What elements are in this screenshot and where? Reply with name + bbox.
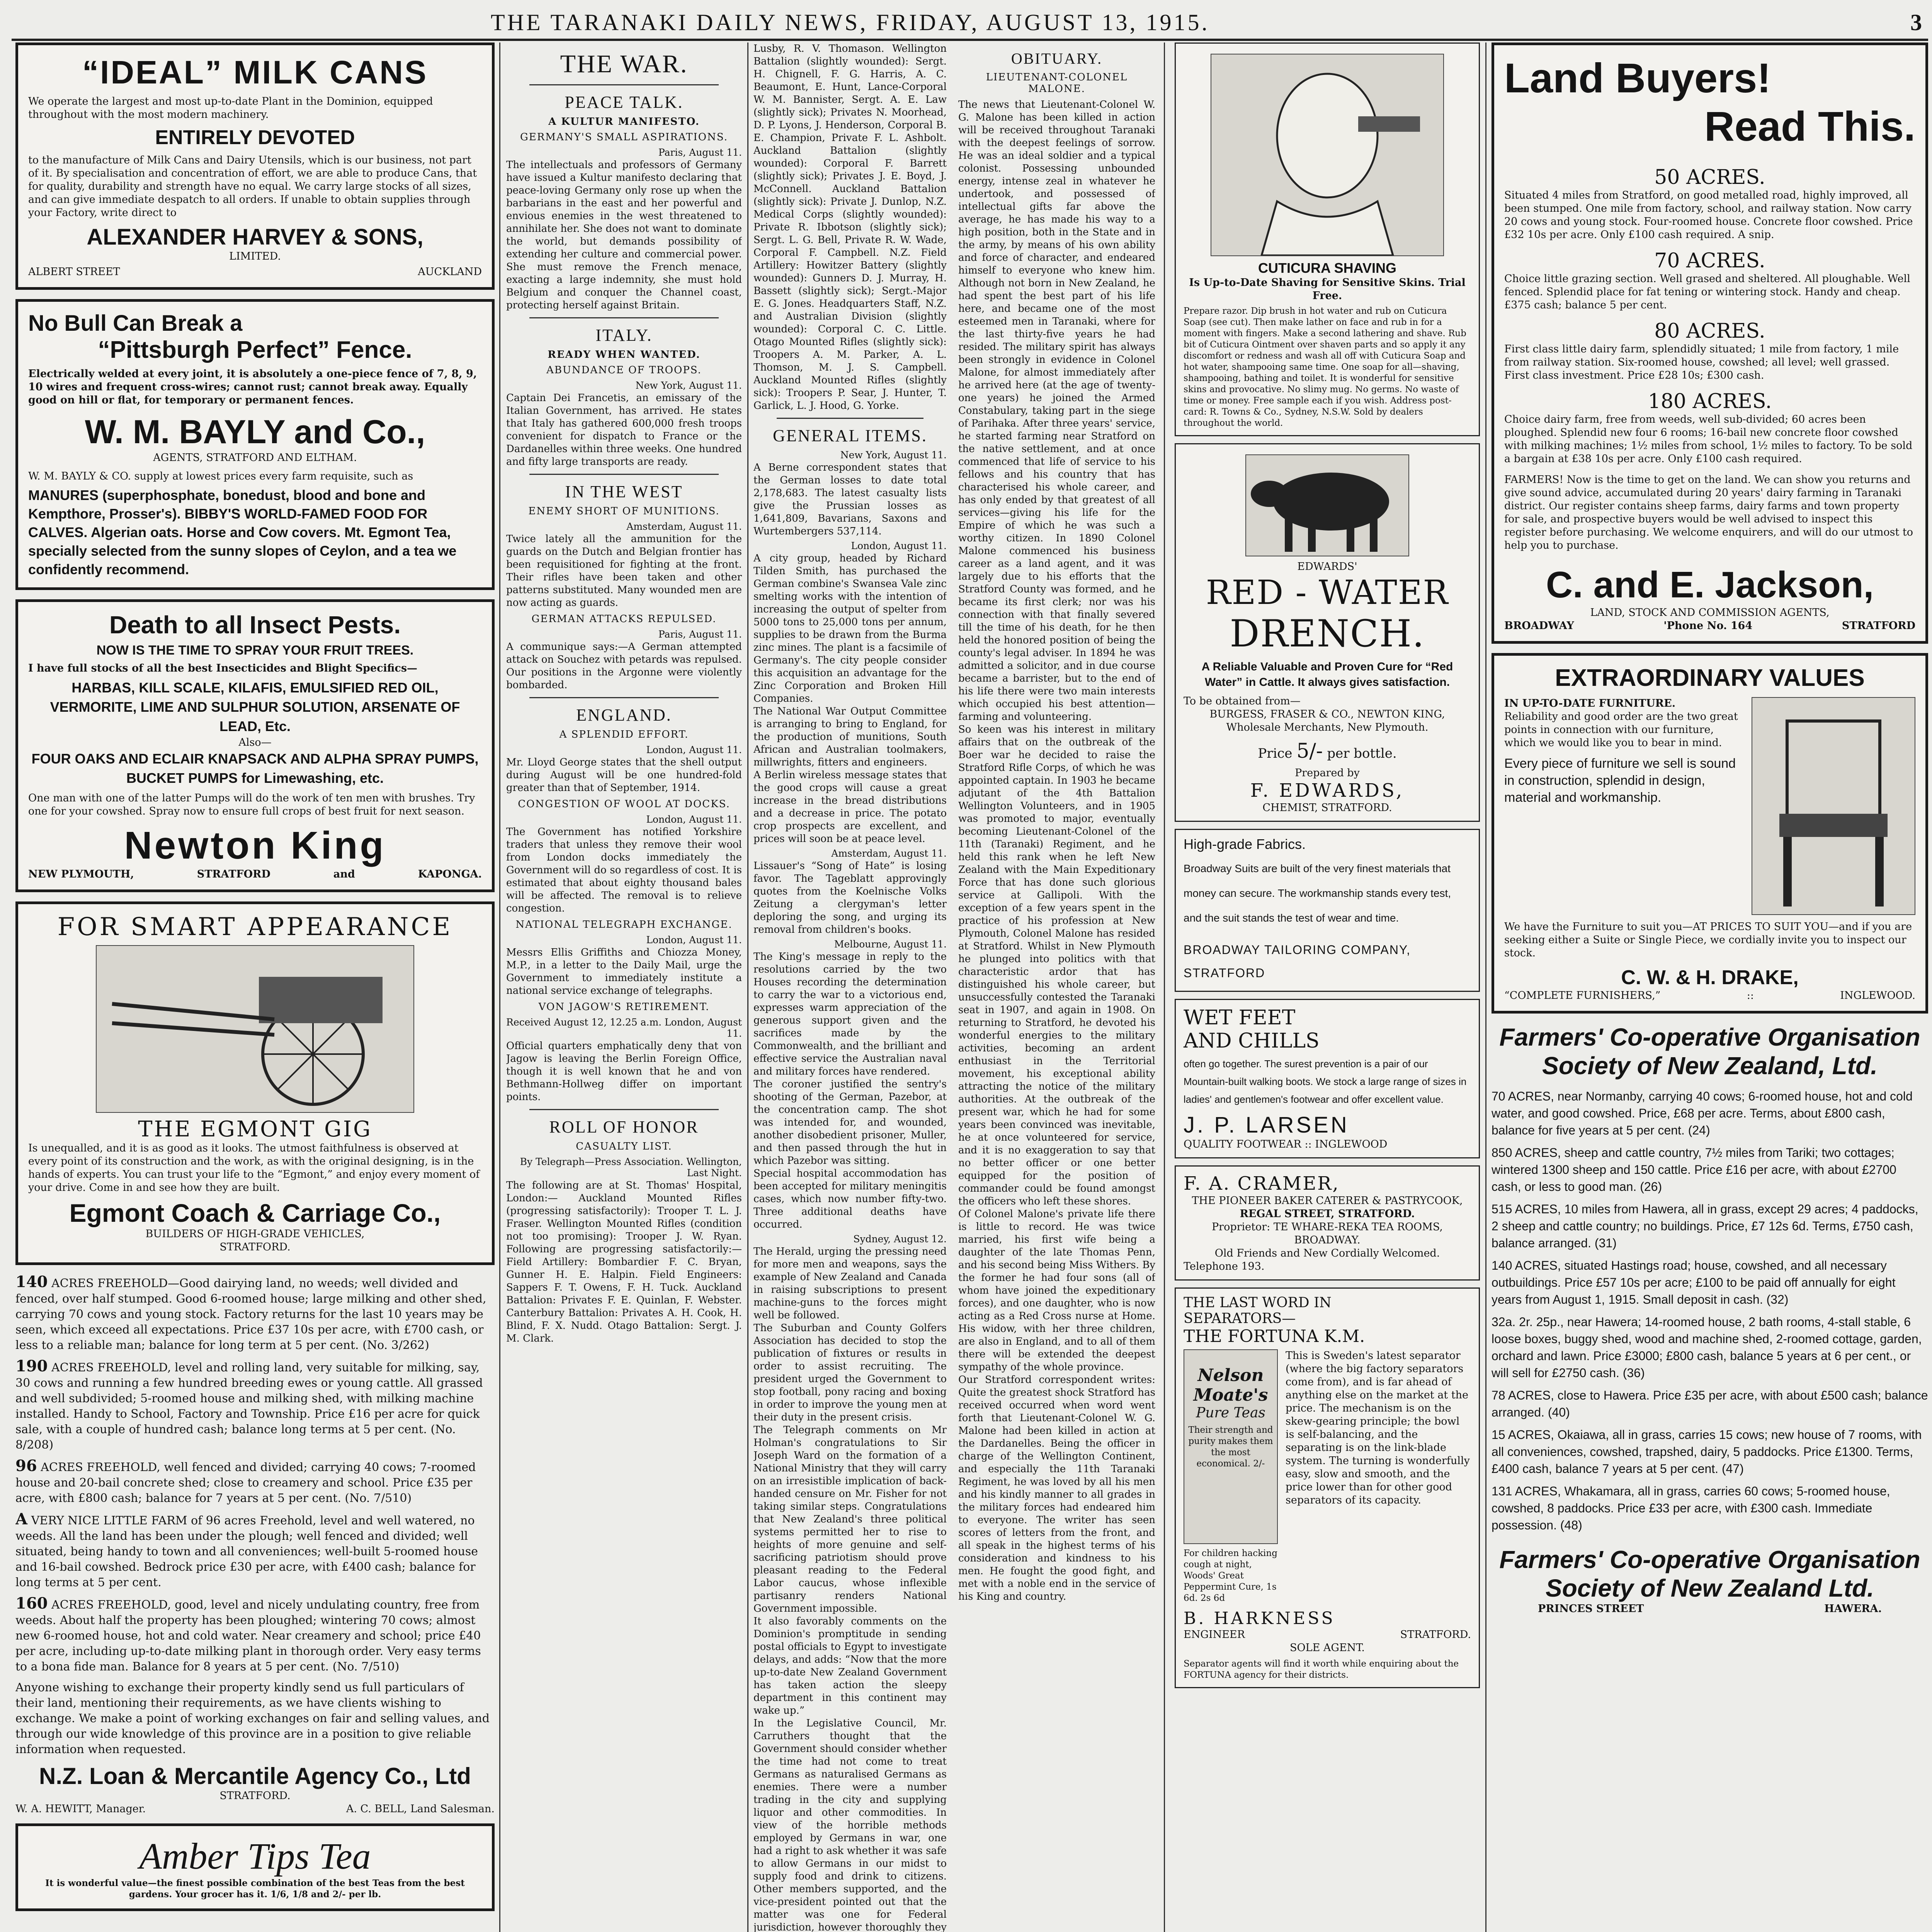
drake-firm: C. W. & H. DRAKE, bbox=[1621, 966, 1799, 989]
farm-acres: A bbox=[15, 1510, 28, 1528]
fence-title-1: No Bull Can Break a bbox=[28, 311, 243, 336]
cramer-street: REGAL STREET, STRATFORD. bbox=[1240, 1208, 1415, 1220]
nelson-tag: Their strength and purity makes them the most economical. 2/- bbox=[1188, 1425, 1273, 1469]
coop-ref: (48) bbox=[1560, 1518, 1582, 1532]
separator-ad bbox=[1175, 1287, 1480, 1688]
story-text: A city group, headed by Richard Tilden Smith, has purchased the German combine's Swansea Vale zinc smelting works with the intention of increasing the output of spelter from 5000 tons to 25,000 tons per annum, supplies to be drawn from the Burma zinc mines. The plant is a facsimile of Germany's. The city people consider this acquisition an advantage for the Zinc Corporation and Broken Hill Companies. bbox=[753, 553, 947, 704]
insect-also: Also— bbox=[238, 736, 272, 748]
column-rule bbox=[1164, 43, 1165, 1932]
coop-ref: (26) bbox=[1640, 1180, 1662, 1194]
wool-sub: CONGESTION OF WOOL AT DOCKS. bbox=[518, 798, 730, 810]
abundance-sub: ABUNDANCE OF TROOPS. bbox=[546, 364, 702, 376]
page-number: 3 bbox=[1910, 10, 1924, 35]
gig-name: THE EGMONT GIG bbox=[138, 1117, 372, 1142]
drake-city: INGLEWOOD. bbox=[1840, 990, 1915, 1002]
milk-cans-ad bbox=[15, 43, 495, 290]
germanys-sub: GERMANY'S SMALL ASPIRATIONS. bbox=[520, 131, 728, 143]
cattle-illustration bbox=[1245, 454, 1409, 556]
kultur-sub: A KULTUR MANIFESTO. bbox=[548, 116, 700, 128]
gig-body: Is unequalled, and it is as good as it looks. The utmost faithfulness is observed at every point of its construction and the work, as with the original designing, is in the hands of experts. You can trust your life to the “Egmont,” and enjoy every moment of your drive. Come in and see how they are built. bbox=[28, 1142, 480, 1194]
town-4: KAPONGA. bbox=[418, 868, 482, 880]
fence-body: Electrically welded at every joint, it is absolutely a one-piece fence of 7, 8, 9, 10 wires and frequent cross-wires; cannot rust; cannot break away. Equally good on hill or flat, for temporary or permanent fences. bbox=[28, 368, 477, 406]
obituary-text: The news that Lieutenant-Colonel W. G. Malone has been killed in action will be received throughout Taranaki with the deepest feelings of sorrow. He was an ideal soldier and a typical colonist. Possessing unbounded energy, intense zeal in whatever he undertook, and possessed of intellectual gifts far above the average, he has made his way to a high position, both in the State and in the army, by means of his own ability and force of character, and endeared himself to everyone who knew him. Although not born in New Zealand, he had spent the best part of his life here, and became one of the most esteemed men in Taranaki, where for the last thirty-five years he had resided. The military spirit has always been strongly in evidence in Colonel Malone, for almost immediately after he arrived here (at the age of twenty-one years) he joined the Armed Constabulary, taking part in the siege of Parihaka. After three years' service, he started farming near Stratford on the native settlement, and at once commenced that life of service to his fellows and his country that has characterised his whole career, and has only ended by that greatest of all services—giving his life for the Empire of which he was such a worthy citizen. In 1890 Colonel Malone commenced his business career as a land agent, and it was largely due to his efforts that the Stratford County was formed, and he became its first clerk; nor was his connection with that finally severed till the time of his death, for he then held the honored position of being the county's legal adviser. In 1894 he was admitted a solicitor, and in due course became a barrister, but to the end of his life there were two main interests which occupied his best attention—farming and volunteering. bbox=[958, 99, 1155, 723]
masthead bbox=[12, 8, 1928, 41]
sep-city: STRATFORD. bbox=[1400, 1629, 1471, 1641]
wet-feet-title-1: WET FEET bbox=[1184, 1006, 1296, 1029]
farm-desc: VERY NICE LITTLE FARM of 96 acres Freehold, level and well watered, no weeds. All the land has been under the plough; well fenced and divided; well situated, being handy to town and all conveniences; well-built 5-roomed house and 16-bail cowshed. Bedrock price £30 per acre, with £400 cash; balance for long terms at 5 per cent. bbox=[15, 1514, 478, 1589]
column-4 bbox=[1175, 43, 1480, 1932]
england-heading: ENGLAND. bbox=[576, 706, 672, 724]
nz-loan-firm: N.Z. Loan & Mercantile Agency Co., Ltd bbox=[39, 1763, 471, 1789]
jackson-phone: 'Phone No. 164 bbox=[1663, 620, 1753, 632]
coop-street: PRINCES STREET bbox=[1538, 1603, 1644, 1615]
land-180-heading: 180 ACRES. bbox=[1648, 390, 1772, 413]
land-note: FARMERS! Now is the time to get on the land. We can show you returns and give sound advice, accumulated during 20 years' dairy farming in Taranaki district. Our register contains sheep farms, dairy farms and town property for sale, and prospective buyers would be well advised to inspect this register before purchasing. We welcome enquirers, and will do our utmost to help you to purchase. bbox=[1504, 474, 1913, 551]
land-80-body: First class little dairy farm, splendidly situated; 1 mile from factory, 1 mile from railway station. Six-roomed house, cowshed; all level; well grassed. First class investment. Price £28 10s; £300 cash. bbox=[1504, 343, 1899, 381]
drench-price: 5/- bbox=[1296, 740, 1323, 763]
farm-acres: 140 bbox=[15, 1273, 48, 1291]
obituary-sub: LIEUTENANT-COLONEL MALONE. bbox=[986, 71, 1128, 95]
jagow-sub: VON JAGOW'S RETIREMENT. bbox=[538, 1001, 710, 1013]
insect-note: I have full stocks of all the best Insecticides and Blight Specifics— bbox=[28, 662, 418, 674]
story-text: The King's message in reply to the resolutions carried by the two Houses recording the determination to carry the war to a victorious end, expresses warm appreciation of the generous support given and the sacrifices made by the Commonwealth, and the brilliant and effective service the Australian naval and military forces have rendered. bbox=[753, 951, 947, 1077]
drench-ad bbox=[1175, 443, 1480, 822]
land-80-heading: 80 ACRES. bbox=[1654, 320, 1765, 343]
coop-ref: (31) bbox=[1594, 1236, 1617, 1250]
coop-footer-2: Society of New Zealand Ltd. bbox=[1546, 1574, 1874, 1602]
fabrics-firm: BROADWAY TAILORING COMPANY, STRATFORD bbox=[1184, 943, 1411, 980]
column-5 bbox=[1492, 43, 1928, 1932]
fence-firm: W. M. BAYLY and Co., bbox=[85, 413, 425, 451]
sep-body: This is Sweden's latest separator (where the big factory separators come from), and is far ahead of anything else on the market at the price. The mechanism is on the skew-gearing principle; the bowl is self-balancing, and the separating is on the link-blade system. The turning is wonderfully easy, slow and smooth, and the price lower than for other good separators of its capacity. bbox=[1286, 1350, 1470, 1506]
story-text: Twice lately all the ammunition for the guards on the Dutch and Belgian frontier has been requisitioned for fighting at the front. Their rifles have been taken and other patterns substituted. Many wounded men are now acting as guards. bbox=[506, 533, 742, 609]
farm-desc: ACRES FREEHOLD, well fenced and divided; carrying 40 cows; 7-roomed house and 20-bail concrete shed; close to creamery and school. Price £35 per acre, with £800 cash; balance for 7 years at 5 per cent. (No. 7/510) bbox=[15, 1461, 476, 1505]
column-3b bbox=[958, 43, 1155, 1932]
nz-loan-manager: W. A. HEWITT, Manager. bbox=[15, 1803, 146, 1815]
story-text: The intellectuals and professors of Germany have issued a Kultur manifesto declaring that peace-loving Germany only rose up when the barbarians in the east and her powerful and envious enemies in the west threatened to annihilate her. She does not want to dominate the world, but demands possibility of extending her culture and commercial power. She must remove the French menace, exacting a large indemnity, she must hold Belgium and conquer the Channel coast, protecting herself against Britain. bbox=[506, 159, 742, 311]
insect-title: Death to all Insect Pests. bbox=[109, 611, 401, 639]
sep-title-2: SEPARATORS— bbox=[1184, 1311, 1296, 1327]
town-3: and bbox=[333, 868, 355, 880]
gig-builders: BUILDERS OF HIGH-GRADE VEHICLES, bbox=[145, 1228, 365, 1240]
column-1 bbox=[15, 43, 495, 1932]
drench-desc: A Reliable Valuable and Proven Cure for “Red Water” in Cattle. It always gives satisfaction. bbox=[1201, 660, 1453, 689]
fence-ad bbox=[15, 299, 495, 590]
milk-limited: LIMITED. bbox=[229, 250, 281, 262]
jackson-street: BROADWAY bbox=[1504, 620, 1574, 632]
nz-loan-salesman: A. C. BELL, Land Salesman. bbox=[346, 1803, 495, 1815]
cramer-old: Old Friends and New Cordially Welcomed. bbox=[1214, 1247, 1440, 1259]
shaving-illustration bbox=[1211, 54, 1444, 256]
enemy-sub: ENEMY SHORT OF MUNITIONS. bbox=[528, 505, 720, 517]
story-text: A communique says:—A German attempted attack on Souchez with petards was repulsed. Our positions in the Argonne were violently bombarded. bbox=[506, 641, 742, 691]
story-text: A Berlin wireless message states that the good crops will cause a great increase in the bread distributions and a decrease in price. The potato crop prospects are excellent, and prices will soon be at peace level. bbox=[753, 769, 947, 845]
gig-title: FOR SMART APPEARANCE bbox=[57, 913, 453, 941]
telegraph-sub: NATIONAL TELEGRAPH EXCHANGE. bbox=[515, 919, 733, 930]
drench-obtained: To be obtained from— bbox=[1184, 695, 1301, 707]
general-heading: GENERAL ITEMS. bbox=[773, 426, 927, 445]
coop-farm: 15 ACRES, Okaiawa, all in grass, carries 15 cows; new house of 7 rooms, with all conveniences, cowshed, trapshed, dairy, 5 paddocks. Price £1300. Terms, £400 cash, balance 7 years at 5 per cent. bbox=[1492, 1428, 1922, 1476]
land-title-1: Land Buyers! bbox=[1504, 54, 1771, 101]
dateline: Paris, August 11. bbox=[658, 147, 742, 158]
column-2 bbox=[506, 43, 742, 1932]
casualty-list: Lusby, R. V. Thomason. Wellington Battalion (slightly wounded): Sergt. H. Chignell, F. G. Harris, A. C. Beaumont, E. Hunt, Lance-Corporal W. M. Bannister, Sergt. A. E. Law (slightly sick); Privates N. Moorhead, D. P. Lyons, J. Henderson, Corporal B. E. Champion, Private F. L. Ashbolt. Auckland Battalion (slightly wounded): Corporal F. Barrett (slightly sick); Privates J. E. Boyd, J. McConnell. Auckland Battalion (slightly sick): Private J. Dunlop, N.Z. Medical Corps (slightly wounded): Private R. Ibbotson (slightly sick); Sergt. L. G. Bell, Private R. W. Wade, Corporal F. Campbell. N.Z. Field Artillery: Howitzer Battery (slightly wounded): Gunners D. J. Murray, H. Bassett (slightly sick); Sergt.-Major E. G. Jones. Headquarters Staff, N.Z. and Australian Division (slightly wounded): Corporal C. C. Little. Otago Mounted Rifles (slightly sick): Troopers A. M. Parker, A. L. Thomson, M. J. S. Campbell. Auckland Mounted Rifles (slightly sick): Troopers P. Sear, J. Hunter, T. Garlick, L. J. Hood, G. Yorke. bbox=[753, 43, 947, 412]
story-text: Official quarters emphatically deny that von Jagow is leaving the Berlin Foreign Office, though it is well known that he and von Bethmann-Hollweg differ on important points. bbox=[506, 1040, 742, 1103]
coop-ref: (36) bbox=[1622, 1366, 1645, 1380]
land-180-body: Choice dairy farm, free from weeds, well sub-divided; 60 acres been ploughed. Splendid new four 6 rooms; 16-bail new concrete floor cowshed with milking machines; 1½ miles from school, 1½ miles to factory. To be sold a bargain at £38 10s per acre. Only £100 cash required. bbox=[1504, 413, 1913, 465]
coop-farm: 140 ACRES, situated Hastings road; house, cowshed, and all necessary outbuildings. Price £57 10s per acre; £100 to be paid off annually for eight years from August 1, 1915. Small deposit in cash. bbox=[1492, 1259, 1896, 1306]
gig-city: STRATFORD. bbox=[219, 1241, 291, 1253]
story-text: Lissauer's “Song of Hate” is losing favor. The Tageblatt approvingly quotes from the Koelnische Volks Zeitung a clergyman's letter deploring the song, and urging its removal from children's books. bbox=[753, 860, 947, 935]
farm-desc: ACRES FREEHOLD, good, level and nicely undulating country, free from weeds. About half the property has been ploughed; wintering 70 cows; almost new 6-roomed house, hot and cold water. Near creamery and school; price £40 per acre, including up-to-date milking plant in thorough order. Very easy terms to a bona fide man. Balance for 8 years at 5 per cent. (No. 7/510) bbox=[15, 1598, 481, 1673]
milk-city: AUCKLAND bbox=[418, 266, 482, 278]
fence-title-2: “Pittsburgh Perfect” Fence. bbox=[98, 337, 412, 363]
jackson-city: STRATFORD bbox=[1842, 620, 1915, 632]
drench-per: per bottle. bbox=[1327, 746, 1397, 761]
peace-heading: PEACE TALK. bbox=[565, 93, 684, 112]
drake-body-2: Every piece of furniture we sell is sound in construction, splendid in design, material and workmanship. bbox=[1504, 756, 1736, 805]
coop-farm: 32a. 2r. 25p., near Hawera; 14-roomed house, 2 bath rooms, 4-stall stable, 6 loose boxes, buggy shed, wood and machine shed, 2-roomed cottage, garden, orchard and lawn. Price £3000; £800 cash, balance 5 years at 6 per cent., or will sell for £2750 cash. bbox=[1492, 1315, 1922, 1380]
milk-street: ALBERT STREET bbox=[28, 266, 120, 278]
land-buyers-ad bbox=[1492, 43, 1928, 644]
sep-firm: B. HARKNESS bbox=[1184, 1609, 1335, 1628]
coop-ref: (40) bbox=[1548, 1405, 1570, 1419]
gig-illustration bbox=[96, 945, 414, 1113]
coop-ref: (24) bbox=[1688, 1123, 1710, 1137]
drake-body-1: Reliability and good order are the two great points in connection with our furniture, which we would like you to bear in mind. bbox=[1504, 711, 1738, 749]
chair-illustration bbox=[1752, 697, 1915, 915]
fabrics-body: Broadway Suits are built of the very finest materials that money can secure. The workmanship stands every test, and the suit stands the test of wear and time. bbox=[1184, 862, 1451, 924]
town-1: NEW PLYMOUTH, bbox=[28, 868, 134, 880]
obituary-text: Of Colonel Malone's private life there is little to record. He was twice married, his first wife being a daughter of the late Thomas Penn, and his second being Miss Withers. By the former he had four sons (all of whom have joined the expeditionary forces), and one daughter, who is now acting as a Red Cross nurse at Home. His widow, with her three children, are also in England, and to all of them there will be extended the deepest sympathy of the whole province. bbox=[958, 1208, 1155, 1373]
farm-desc: ACRES FREEHOLD—Good dairying land, no weeds; well divided and fenced, over half stumped. Good 6-roomed house; large milking and other shed, carrying 70 cows and young stock. Factory returns for the last 10 years may be seen, which exceed all expectations. Price £37 10s per acre, with £700 cash, or less to a reliable man; balance for long term at 5 per cent. (No. 3/262) bbox=[15, 1277, 486, 1352]
insect-firm: Newton King bbox=[124, 824, 386, 867]
story-text: It also favorably comments on the Dominion's promptitude in sending postal officials to Egypt to investigate delays, and adds: “Now that the more up-to-date New Zealand Government has taken action the sleepy department in this continent may wake up.” bbox=[753, 1616, 947, 1716]
story-text: Mr. Lloyd George states that the shell output during August will be one hundred-fold greater than that of September, 1914. bbox=[506, 757, 742, 794]
insect-offer: One man with one of the latter Pumps will do the work of ten men with brushes. Try one for your cowshed. Spray now to ensure full crops of best fruit for next season. bbox=[28, 792, 475, 817]
milk-title: “IDEAL” MILK CANS bbox=[82, 54, 428, 90]
dateline: Melbourne, August 11. bbox=[834, 939, 947, 950]
amber-tips-ad bbox=[15, 1823, 495, 1911]
war-heading: THE WAR. bbox=[560, 50, 688, 78]
cuticura-sub: Is Up-to-Date Shaving for Sensitive Skins. Trial Free. bbox=[1189, 277, 1466, 302]
drake-sub: IN UP-TO-DATE FURNITURE. bbox=[1504, 697, 1676, 709]
dateline: Paris, August 11. bbox=[658, 629, 742, 640]
dateline: By Telegraph—Press Association. Wellington, Last Night. bbox=[520, 1156, 742, 1179]
tea-packet-illustration bbox=[1184, 1349, 1278, 1544]
dateline: London, August 11. bbox=[851, 540, 947, 551]
cuticura-body: Prepare razor. Dip brush in hot water and rub on Cuticura Soap (see cut). Then make lather on face and rub in for a moment with fingers. Make a second lathering and shave. Rub bit of Cuticura Ointment over shaven parts and so apply it any discomfort or redness and wash all off with Cuticura Soap and hot water, shampooing same time. One soap for all—shaving, shampooing, bathing and toilet. It is wonderful for sensitive skins and provocative. No slimy mug. No germs. No waste of time or money. Free sample each if you wish. Address post-card: R. Towns & Co., Sydney, N.S.W. Sold by dealers throughout the world. bbox=[1184, 306, 1466, 428]
dateline: Amsterdam, August 11. bbox=[626, 521, 742, 532]
story-text: The following are at St. Thomas' Hospital, London:— Auckland Mounted Rifles (progressing satisfactorily): Trooper T. L. J. Fraser. Wellington Mounted Rifles (condition not too promising): Trooper J. W. Ryan. Following are progressing satisfactorily:— Field Artillery: Bombardier F. C. Bryan, Gunner H. E. Halpin. Field Engineers: Sappers F. T. Owens, F. H. Tuck. Auckland Battalion: Privates F. E. Quinlan, F. Webster. Canterbury Battalion: Privates A. H. Cook, H. Blind, F. X. Nudd. Otago Battalion: Sergt. J. M. Clark. bbox=[506, 1180, 742, 1344]
insect-ad bbox=[15, 599, 495, 892]
story-text: Special hospital accommodation has been accepted for military meningitis cases, which now number fifty-two. Three additional deaths have occurred. bbox=[753, 1168, 947, 1230]
story-text: In the Legislative Council, Mr. Carruthers thought that the Government should consider whether the time had not come to treat Germans as naturalised Germans as enemies. There were a number trading in the city and supplying liquor and other commodities. In view of the horrible methods employed by Germans in war, one had a right to ask whether it was safe to allow Germans in our midst to supply food and drink to citizens. Other members supported, and the vice-president pointed out that the matter was one for Federal jurisdiction, however thoroughly they bbox=[753, 1718, 947, 1932]
story-text: Captain Dei Francetis, an emissary of the Italian Government, has arrived. He states that Italy has gathered 600,000 fresh troops convenient for dispatch to France or the Dardanelles within three weeks. One hundred and fifty large transports are ready. bbox=[506, 392, 742, 468]
land-title-2: Read This. bbox=[1704, 103, 1915, 150]
dateline: Received August 12, 12.25 a.m. London, August 11. bbox=[506, 1017, 742, 1039]
coop-title-1: Farmers' Co-operative Organisation bbox=[1499, 1023, 1920, 1051]
coop-city: HAWERA. bbox=[1824, 1603, 1882, 1615]
milk-body: to the manufacture of Milk Cans and Dairy Utensils, which is our business, not part of it. By specialisation and concentration of effort, we are able to produce Cans, that for quality, durability and strength have no equal. We carry large stocks of all sizes, and can give immediate despatch to all orders. If unable to obtain supplies through your Factory, write direct to bbox=[28, 154, 477, 219]
drench-maker: F. EDWARDS, bbox=[1250, 780, 1405, 801]
wet-feet-line: QUALITY FOOTWEAR :: INGLEWOOD bbox=[1184, 1138, 1388, 1150]
cramer-trade: THE PIONEER BAKER CATERER & PASTRYCOOK, bbox=[1192, 1195, 1463, 1207]
drench-red-water: RED - WATER bbox=[1206, 573, 1449, 612]
coop-footer-1: Farmers' Co-operative Organisation bbox=[1499, 1546, 1920, 1573]
fence-supply: W. M. BAYLY & CO. supply at lowest prices every farm requisite, such as bbox=[28, 470, 413, 482]
jackson-agents: LAND, STOCK AND COMMISSION AGENTS, bbox=[1590, 607, 1830, 619]
drake-sep: :: bbox=[1747, 990, 1754, 1002]
cough-note: For children hacking cough at night, Woods' Great Peppermint Cure, 1s 6d. 2s 6d bbox=[1184, 1548, 1277, 1603]
fence-agents: AGENTS, STRATFORD AND ELTHAM. bbox=[153, 452, 357, 464]
jackson-firm: C. and E. Jackson, bbox=[1546, 564, 1874, 605]
cramer-prop: Proprietor: TE WHARE-REKA TEA ROOMS, BROADWAY. bbox=[1212, 1221, 1443, 1246]
fabrics-title: High-grade Fabrics. bbox=[1184, 836, 1306, 852]
wet-feet-ad bbox=[1175, 999, 1480, 1158]
coop-farm: 70 ACRES, near Normanby, carrying 40 cows; 6-roomed house, hot and cold water, and good cowshed. Price, £68 per acre. Terms, about £800 cash, balance for five years at 5 per cent. bbox=[1492, 1089, 1913, 1137]
coop-ref: (32) bbox=[1766, 1293, 1789, 1306]
italy-heading: ITALY. bbox=[595, 326, 653, 345]
column-3a bbox=[753, 43, 947, 1932]
west-heading: IN THE WEST bbox=[565, 482, 683, 501]
gig-ad bbox=[15, 901, 495, 1265]
coop-title-2: Society of New Zealand, Ltd. bbox=[1542, 1052, 1878, 1080]
column-rule bbox=[499, 43, 500, 1932]
story-text: The Herald, urging the pressing need for more men and weapons, says the example of New Zealand and Canada in raising subscriptions to present machine-guns to the forces might well be followed. bbox=[753, 1246, 947, 1321]
column-rule bbox=[747, 43, 748, 1932]
column-3 bbox=[753, 43, 1155, 1932]
nelson-sub: Pure Teas bbox=[1196, 1405, 1265, 1421]
cramer-ad bbox=[1175, 1165, 1480, 1281]
obituary-heading: OBITUARY. bbox=[1011, 50, 1103, 67]
town-2: STRATFORD bbox=[197, 868, 270, 880]
dateline: London, August 11. bbox=[646, 814, 742, 825]
coop-farm: 850 ACRES, sheep and cattle country, 7½ miles from Tariki; two cottages; wintered 1300 sheep and 150 cattle. Price £16 per acre, with about £2700 cash, or less to good man. bbox=[1492, 1146, 1896, 1194]
farm-desc: ACRES FREEHOLD, level and rolling land, very suitable for milking, say, 30 cows and running a few hundred breeding ewes or young cattle. All grassed and well subdivided; 5-roomed house and milking shed, with milking machine installed. Handy to School, Factory and Township. Price £16 per acre for quick sale, with a couple of hundred cash; balance long terms at 5 per cent. (No. 8/208) bbox=[15, 1361, 483, 1452]
honor-heading: ROLL OF HONOR bbox=[549, 1117, 699, 1136]
drake-title: EXTRAORDINARY VALUES bbox=[1555, 665, 1865, 691]
land-70-body: Choice little grazing section. Well grased and sheltered. All ploughable. Well fenced. Splendid place for fat tening or wintering stock. Handy and cheap. £375 cash; balance 5 per cent. bbox=[1504, 273, 1910, 311]
dateline: London, August 11. bbox=[646, 934, 742, 946]
drench-title: DRENCH. bbox=[1230, 612, 1425, 655]
wet-feet-title-2: AND CHILLS bbox=[1184, 1029, 1320, 1053]
tea-note: It is wonderful value—the finest possible combination of the best Teas from the best gardens. Your grocer has it. 1/6, 1/8 and 2/- per lb. bbox=[45, 1878, 465, 1900]
fabrics-ad bbox=[1175, 829, 1480, 992]
ready-sub: READY WHEN WANTED. bbox=[548, 349, 701, 361]
story-text: The coroner justified the sentry's shooting of the German, Pazebor, at the concentration camp. The shot was intended for, and wounded, another disobedient prisoner, Muller, and then passed through the hut in which Pazebor was sitting. bbox=[753, 1078, 947, 1167]
fence-list: MANURES (superphosphate, bonedust, blood and bone and Kempthore, Prosser's). BIBBY'S WORLD-FAMED FOOD FOR CALVES. Algerian oats. Horse and Cow covers. Mt. Egmont Tea, specially selected from the sunny slopes of Ceylon, and a tea we confidently recommend. bbox=[28, 487, 457, 577]
drench-price-label: Price bbox=[1258, 746, 1293, 761]
wet-feet-firm: J. P. LARSEN bbox=[1184, 1112, 1349, 1138]
dateline: Sydney, August 12. bbox=[853, 1233, 947, 1245]
nelson-brand: Nelson Moate's bbox=[1193, 1366, 1268, 1405]
land-50-heading: 50 ACRES. bbox=[1654, 166, 1765, 189]
milk-devoted: ENTIRELY DEVOTED bbox=[155, 126, 355, 149]
insect-sub: NOW IS THE TIME TO SPRAY YOUR FRUIT TREES. bbox=[96, 643, 414, 658]
story-text: A Berne correspondent states that the German losses to date total 2,178,683. The latest casualty lists give the Prussian losses as 1,641,809, Bavarians, Saxons and Wurtembergers 537,114. bbox=[753, 462, 947, 537]
cooperative-ad bbox=[1492, 1023, 1928, 1616]
farm-acres: 190 bbox=[15, 1357, 48, 1375]
story-text: Messrs Ellis Griffiths and Chiozza Money, M.P., in a letter to the Daily Mail, urge the Government to immediately institute a national service exchange of telegraphs. bbox=[506, 947, 742, 997]
gig-firm: Egmont Coach & Carriage Co., bbox=[69, 1199, 441, 1227]
sep-title-1: THE LAST WORD IN bbox=[1184, 1295, 1332, 1311]
farm-acres: 160 bbox=[15, 1594, 48, 1612]
coop-farm: 131 ACRES, Whakamara, all in grass, carries 60 cows; 5-roomed house, cowshed, 8 paddocks. Price £33 per acre, with £300 cash. Immediate possession. bbox=[1492, 1484, 1890, 1532]
exchange-note: Anyone wishing to exchange their property kindly send us full particulars of their land, mentioning their requirements, as we have clients wishing to exchange. We make a point of working exchanges on fair and selling values, and through our wide knowledge of this province are in a position to give reliable information when requested. bbox=[15, 1681, 490, 1756]
masthead-title: THE TARANAKI DAILY NEWS, FRIDAY, AUGUST 13, 1915. bbox=[491, 10, 1210, 35]
dateline: London, August 11. bbox=[646, 744, 742, 755]
obituary-text: So keen was his interest in military affairs that on the outbreak of the Boer war he decided to raise the Stratford Rifle Corps, of which he was appointed captain. In 1903 he became adjutant of the 4th Battalion Wellington Volunteers, and in 1905 was promoted to major, eventually becoming Lieutenant-Colonel of the 11th (Taranaki) Regiment, and he held this rank when he left New Zealand with the Main Expeditionary Force that has done such glorious service at Gallipoli. With the exception of a few years spent in the practice of his profession at New Plymouth, Colonel Malone has resided at Stratford. Whilst in New Plymouth he plunged into politics with that characteristic ardor that has distinguished his whole career, but unsuccessfully contested the Taranaki seat in 1907, and again in 1908. On returning to Stratford, he devoted his wonderful energies to the military activities, becoming an ardent enthusiast in the Territorial movement, his exceptional ability attracting the notice of the military authorities. At the outbreak of the present war, which he had for some years been convinced was inevitable, he at once volunteered for service, and it is no exaggeration to say that no better officer or one better equipped for the position of commander could be found amongst the officers who left these shores. bbox=[958, 724, 1155, 1207]
sep-eng: ENGINEER bbox=[1184, 1629, 1245, 1641]
cramer-name: F. A. CRAMER, bbox=[1184, 1173, 1340, 1194]
effort-sub: A SPLENDID EFFORT. bbox=[559, 729, 689, 740]
drench-prepared: Prepared by bbox=[1295, 767, 1360, 779]
nz-loan-city: STRATFORD. bbox=[219, 1790, 291, 1802]
land-70-heading: 70 ACRES. bbox=[1654, 249, 1765, 272]
farm-listings bbox=[15, 1274, 495, 1816]
drench-brand: EDWARDS' bbox=[1297, 561, 1357, 573]
dateline: New York, August 11. bbox=[635, 380, 742, 391]
story-text: The Suburban and County Golfers Association has decided to stop the publication of fixtures or results in order to assist recruiting. The president urged the Government to stop football, pony racing and boxing in order to improve the young men at their duty in the present crisis. bbox=[753, 1322, 947, 1423]
story-text: The Government has notified Yorkshire traders that unless they remove their wool from London docks immediately the Government will do so regardless of cost. It is estimated that about eighty thousand bales will be affected. The removal is to relieve congestion. bbox=[506, 826, 742, 914]
drench-wholesale: BURGESS, FRASER & CO., NEWTON KING, Wholesale Merchants, New Plymouth. bbox=[1209, 708, 1445, 733]
drake-tag: “COMPLETE FURNISHERS,” bbox=[1504, 990, 1661, 1002]
coop-farm: 515 ACRES, 10 miles from Hawera, all in grass, except 29 acres; 4 paddocks, 2 sheep and cattle country; no buildings. Price, £7 12s 6d. Terms, £750 cash, balance arranged. bbox=[1492, 1202, 1918, 1250]
sep-sole: SOLE AGENT. bbox=[1290, 1642, 1365, 1654]
coop-farm: 78 ACRES, close to Hawera. Price £35 per acre, with about £500 cash; balance arranged. bbox=[1492, 1388, 1928, 1419]
repulsed-sub: GERMAN ATTACKS REPULSED. bbox=[531, 613, 717, 625]
insect-pumps: FOUR OAKS AND ECLAIR KNAPSACK AND ALPHA SPRAY PUMPS, BUCKET PUMPS for Limewashing, etc. bbox=[31, 751, 479, 786]
drench-chemist: CHEMIST, STRATFORD. bbox=[1262, 802, 1392, 814]
land-50-body: Situated 4 miles from Stratford, on good metalled road, highly improved, all been stumped. One mile from factory, school, and railway station. Now carry 20 cows and young stock. Four-roomed house. Concrete floor cowshed. Price £32 10s per acre. Only £100 cash required. A snip. bbox=[1504, 189, 1913, 241]
dateline: New York, August 11. bbox=[840, 449, 947, 461]
wet-feet-body: often go together. The surest prevention is a pair of our Mountain-built walking boots. We stock a large range of sizes in ladies' and gentlemen's footwear and offer excellent value. bbox=[1184, 1058, 1467, 1105]
tea-title: Amber Tips Tea bbox=[139, 1835, 371, 1877]
milk-intro: We operate the largest and most up-to-date Plant in the Dominion, equipped throughout with the most modern machinery. bbox=[28, 95, 433, 121]
insect-list: HARBAS, KILL SCALE, KILAFIS, EMULSIFIED RED OIL, VERMORITE, LIME AND SULPHUR SOLUTION, ARSENATE OF LEAD, Etc. bbox=[50, 680, 460, 734]
sep-title-3: THE FORTUNA K.M. bbox=[1184, 1327, 1365, 1346]
drake-ad bbox=[1492, 653, 1928, 1014]
story-text: The Telegraph comments on Mr Holman's congratulations to Sir Joseph Ward on the formation of a National Ministry that they will carry on an irresistible implication of back-handed censure on Mr. Fisher for not taking similar steps. Congratulations that New Zealand's three political systems permitted her to rise to heights of more genuine and self-sacrificing patriotism should prove pleasant reading to the Federal Labor caucus, whose inflexible partisanry renders National Government impossible. bbox=[753, 1424, 947, 1614]
obituary-text: Our Stratford correspondent writes: Quite the greatest shock Stratford has received occurred when word went forth that Lieutenant-Colonel W. G. Malone had been killed in action at the Dardanelles. Being the officer in charge of the Wellington Continent, and especially the 11th Taranaki Regiment, he was loved by all his men and his kindly manner to all grades in the military forces had endeared him to everyone. The writer has seen scores of letters from the front, and all speak in the highest terms of his consideration and kindness to his men. He fought the good fight, and met with a noble end in the service of his King and country. bbox=[958, 1374, 1155, 1602]
cramer-tel: Telephone 193. bbox=[1184, 1260, 1265, 1272]
sep-foot: Separator agents will find it worth while enquiring about the FORTUNA agency for their districts. bbox=[1184, 1659, 1459, 1680]
cuticura-title: CUTICURA SHAVING bbox=[1258, 260, 1396, 276]
coop-ref: (47) bbox=[1721, 1462, 1744, 1476]
drake-body-3: We have the Furniture to suit you—AT PRICES TO SUIT YOU—and if you are seeking either a Suite or Single Piece, we cordially invite you to inspect our stock. bbox=[1504, 921, 1912, 959]
farm-acres: 96 bbox=[15, 1457, 37, 1475]
casualty-sub: CASUALTY LIST. bbox=[576, 1141, 672, 1152]
dateline: Amsterdam, August 11. bbox=[831, 848, 947, 859]
cuticura-ad bbox=[1175, 43, 1480, 436]
milk-firm: ALEXANDER HARVEY & SONS, bbox=[87, 224, 423, 250]
story-text: The National War Output Committee is arranging to bring to England, for the production of munitions, South African and Australian toolmakers, millwrights, fitters and engineers. bbox=[753, 706, 947, 768]
column-rule bbox=[1485, 43, 1486, 1932]
